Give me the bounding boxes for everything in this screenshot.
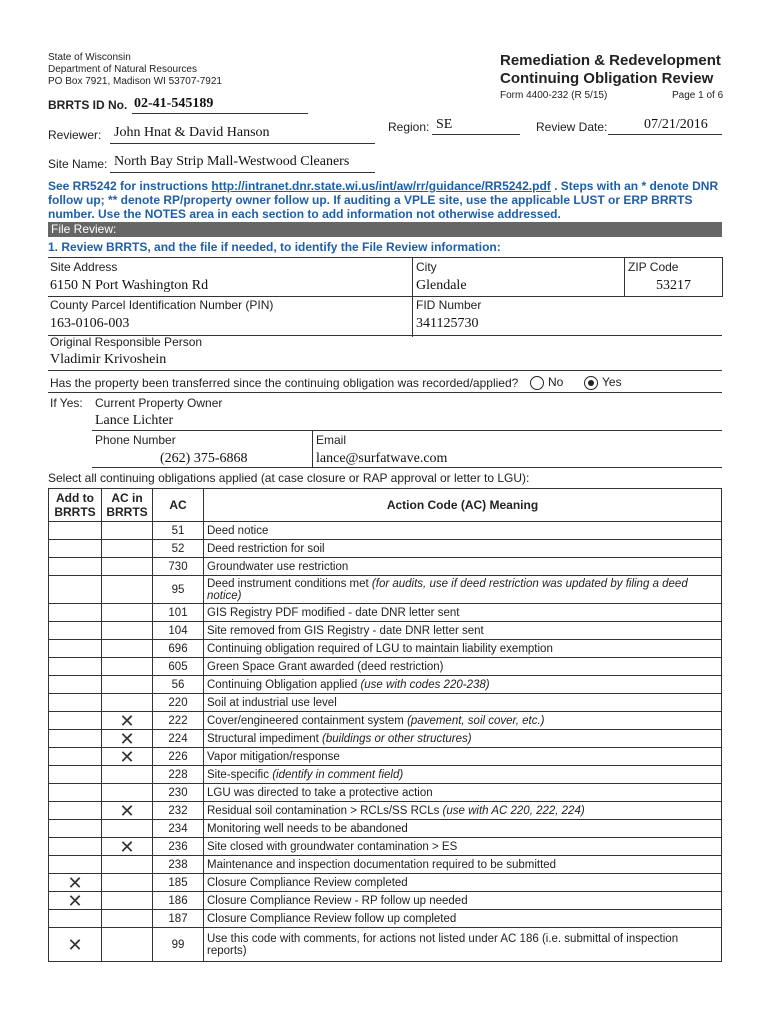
ac-meaning-text: Closure Compliance Review - RP follow up needed xyxy=(207,894,468,907)
table-row xyxy=(49,856,722,874)
ac-meaning-text: Structural impediment xyxy=(207,732,323,745)
page-number: Page 1 of 6 xyxy=(672,90,724,101)
instructions-link[interactable]: http://intranet.dnr.state.wi.us/int/aw/rr/guidance/RR5242.pdf xyxy=(211,179,551,193)
ac-meaning-cell xyxy=(204,856,722,874)
ac-meaning-note: (for audits, use if deed restriction was updated by filing a deed notice) xyxy=(207,577,688,602)
instructions-pre: See RR5242 for instructions xyxy=(48,179,212,193)
table-row xyxy=(49,558,722,576)
table-row xyxy=(49,838,722,856)
pin-label: County Parcel Identification Number (PIN) xyxy=(50,298,274,312)
form-title-line-1: Remediation & Redevelopment xyxy=(500,52,721,69)
agency-line-3: PO Box 7921, Madison WI 53707-7921 xyxy=(48,76,222,87)
add-to-brrts-cell[interactable] xyxy=(49,540,102,558)
ac-in-brrts-cell[interactable] xyxy=(102,784,153,802)
table-row xyxy=(49,676,722,694)
ac-meaning-text: Cover/engineered containment system xyxy=(207,714,408,727)
fid-label: FID Number xyxy=(416,298,482,312)
form-title-line-2: Continuing Obligation Review xyxy=(500,70,714,87)
header-ac-in-brrts: AC in BRRTS xyxy=(102,489,153,522)
ac-code-cell: 220 xyxy=(153,694,204,712)
table-row xyxy=(49,892,722,910)
table-row xyxy=(49,622,722,640)
table-row xyxy=(49,522,722,540)
orp-value[interactable]: Vladimir Krivoshein xyxy=(50,352,167,367)
table-row xyxy=(49,874,722,892)
ac-meaning-note: (use with codes 220-238) xyxy=(360,678,490,691)
ac-meaning-cell xyxy=(204,748,722,766)
site-address-label: Site Address xyxy=(50,260,118,274)
add-to-brrts-cell[interactable]: ✕ xyxy=(49,928,102,962)
ac-in-brrts-cell[interactable]: ✕ xyxy=(102,730,153,748)
zip-label: ZIP Code xyxy=(628,260,679,274)
ac-code-cell: 696 xyxy=(153,640,204,658)
add-to-brrts-cell[interactable] xyxy=(49,784,102,802)
add-to-brrts-cell[interactable] xyxy=(49,522,102,540)
ac-code-cell: 730 xyxy=(153,558,204,576)
site-name-label: Site Name: xyxy=(48,157,108,171)
add-to-brrts-cell[interactable] xyxy=(49,640,102,658)
ac-code-cell: 605 xyxy=(153,658,204,676)
ac-code-cell: 56 xyxy=(153,676,204,694)
transfer-no-label: No xyxy=(548,375,564,389)
ac-meaning-text: Deed notice xyxy=(207,524,269,537)
ac-code-cell: 228 xyxy=(153,766,204,784)
add-to-brrts-cell[interactable] xyxy=(49,576,102,604)
ac-meaning-cell xyxy=(204,658,722,676)
select-instructions: Select all continuing obligations applied (at case closure or RAP approval or letter to LGU): xyxy=(48,471,530,485)
ac-in-brrts-cell[interactable] xyxy=(102,576,153,604)
header-ac: AC xyxy=(153,489,204,522)
ac-in-brrts-cell[interactable]: ✕ xyxy=(102,712,153,730)
add-to-brrts-cell[interactable]: ✕ xyxy=(49,892,102,910)
ac-in-brrts-cell[interactable] xyxy=(102,856,153,874)
ac-in-brrts-cell[interactable] xyxy=(102,558,153,576)
site-name-value[interactable]: North Bay Strip Mall-Westwood Cleaners xyxy=(114,154,350,169)
ac-meaning-text: Deed instrument conditions met xyxy=(207,577,372,590)
email-label: Email xyxy=(316,433,347,447)
owner-value[interactable]: Lance Lichter xyxy=(95,413,174,428)
ac-code-cell: 51 xyxy=(153,522,204,540)
ac-code-cell: 236 xyxy=(153,838,204,856)
radio-yes[interactable] xyxy=(584,376,598,390)
ac-meaning-note: (identify in comment field) xyxy=(272,768,404,781)
table-row xyxy=(49,604,722,622)
ac-meaning-cell xyxy=(204,604,722,622)
ac-in-brrts-cell[interactable] xyxy=(102,874,153,892)
instructions xyxy=(48,179,722,221)
orp-label: Original Responsible Person xyxy=(50,335,203,349)
add-to-brrts-cell[interactable] xyxy=(49,748,102,766)
grid-line-6 xyxy=(92,430,722,431)
transfer-no-option[interactable] xyxy=(530,375,563,390)
ac-in-brrts-cell[interactable]: ✕ xyxy=(102,748,153,766)
ac-code-cell: 185 xyxy=(153,874,204,892)
ac-meaning-text: Use this code with comments, for actions not listed under AC 186 (i.e. submittal of inspection reports) xyxy=(207,932,679,957)
region-value[interactable]: SE xyxy=(436,117,453,132)
ac-meaning-text: Groundwater use restriction xyxy=(207,560,349,573)
brrts-label: BRRTS ID No. xyxy=(48,98,128,112)
ac-code-cell: 104 xyxy=(153,622,204,640)
ac-in-brrts-cell[interactable] xyxy=(102,522,153,540)
agency-line-2: Department of Natural Resources xyxy=(48,64,197,75)
add-to-brrts-cell[interactable] xyxy=(49,712,102,730)
add-to-brrts-cell[interactable] xyxy=(49,838,102,856)
fid-value[interactable]: 341125730 xyxy=(416,316,479,331)
ac-meaning-text: Site-specific xyxy=(207,768,273,781)
add-to-brrts-cell[interactable] xyxy=(49,694,102,712)
ac-meaning-text: Soil at industrial use level xyxy=(207,696,337,709)
add-to-brrts-cell[interactable] xyxy=(49,856,102,874)
action-code-rows xyxy=(49,522,722,962)
pin-value[interactable]: 163-0106-003 xyxy=(50,316,130,331)
ac-meaning-text: Monitoring well needs to be abandoned xyxy=(207,822,408,835)
ac-meaning-note: (pavement, soil cover, etc.) xyxy=(407,714,545,727)
review-date-underline xyxy=(608,134,722,135)
ac-meaning-text: Closure Compliance Review completed xyxy=(207,876,408,889)
ac-meaning-text: Green Space Grant awarded (deed restriction) xyxy=(207,660,444,673)
reviewer-value[interactable]: John Hnat & David Hanson xyxy=(114,125,270,140)
grid-vline-email xyxy=(312,430,313,468)
step-1-heading: 1. Review BRRTS, and the file if needed, to identify the File Review information: xyxy=(48,240,501,254)
ac-meaning-cell xyxy=(204,928,722,962)
add-to-brrts-cell[interactable] xyxy=(49,604,102,622)
city-label: City xyxy=(416,260,437,274)
city-value[interactable]: Glendale xyxy=(416,278,467,293)
ac-meaning-text: GIS Registry PDF modified - date DNR letter sent xyxy=(207,606,460,619)
table-row xyxy=(49,730,722,748)
reviewer-underline xyxy=(110,143,375,144)
instructions-post: . Steps with an * denote DNR follow up; ** denote RP/property owner follow up. If auditing a VPLE site, use the applicable LUST or ERP BRRTS number. Use the NOTES area in each section to add information not otherwise addressed. xyxy=(48,179,719,221)
add-to-brrts-cell[interactable] xyxy=(49,658,102,676)
add-to-brrts-cell[interactable] xyxy=(49,730,102,748)
table-row xyxy=(49,576,722,604)
ac-code-cell: 52 xyxy=(153,540,204,558)
grid-line-2 xyxy=(48,296,722,297)
ac-in-brrts-cell[interactable] xyxy=(102,640,153,658)
ac-meaning-cell xyxy=(204,784,722,802)
ac-code-cell: 99 xyxy=(153,928,204,962)
header-add-to-brrts: Add to BRRTS xyxy=(49,489,102,522)
ac-code-cell: 232 xyxy=(153,802,204,820)
review-date-value[interactable]: 07/21/2016 xyxy=(644,117,708,132)
table-row xyxy=(49,712,722,730)
zip-value[interactable]: 53217 xyxy=(656,278,691,293)
ac-in-brrts-cell[interactable]: ✕ xyxy=(102,838,153,856)
ac-code-cell: 226 xyxy=(153,748,204,766)
if-yes-label: If Yes: xyxy=(50,396,83,410)
table-row xyxy=(49,540,722,558)
ac-meaning-text: Site closed with groundwater contamination > ES xyxy=(207,840,458,853)
agency-block xyxy=(48,52,222,88)
ac-meaning-cell xyxy=(204,522,722,540)
ac-code-cell: 234 xyxy=(153,820,204,838)
ac-meaning-text: Vapor mitigation/response xyxy=(207,750,340,763)
region-underline xyxy=(432,134,520,135)
owner-label: Current Property Owner xyxy=(95,396,223,410)
ac-meaning-cell xyxy=(204,730,722,748)
radio-no[interactable] xyxy=(530,376,544,390)
table-row xyxy=(49,928,722,962)
ac-code-cell: 186 xyxy=(153,892,204,910)
table-row xyxy=(49,658,722,676)
ac-code-cell: 101 xyxy=(153,604,204,622)
grid-vline-right xyxy=(722,257,723,297)
email-value[interactable]: lance@surfatwave.com xyxy=(316,451,448,466)
ac-meaning-cell xyxy=(204,640,722,658)
add-to-brrts-cell[interactable] xyxy=(49,558,102,576)
brrts-value[interactable]: 02-41-545189 xyxy=(134,96,214,111)
table-row xyxy=(49,640,722,658)
brrts-underline xyxy=(132,113,308,114)
table-row xyxy=(49,820,722,838)
table-row xyxy=(49,802,722,820)
ac-meaning-text: Continuing Obligation applied xyxy=(207,678,361,691)
ac-meaning-text: Maintenance and inspection documentation required to be submitted xyxy=(207,858,557,871)
ac-meaning-cell xyxy=(204,874,722,892)
ac-meaning-cell xyxy=(204,892,722,910)
ac-meaning-cell xyxy=(204,802,722,820)
header-ac-meaning: Action Code (AC) Meaning xyxy=(204,489,722,522)
ac-in-brrts-cell[interactable] xyxy=(102,928,153,962)
ac-in-brrts-cell[interactable]: ✕ xyxy=(102,802,153,820)
ac-meaning-cell xyxy=(204,622,722,640)
ac-code-cell: 238 xyxy=(153,856,204,874)
ac-code-cell: 222 xyxy=(153,712,204,730)
ac-meaning-cell xyxy=(204,820,722,838)
ac-in-brrts-cell[interactable] xyxy=(102,658,153,676)
phone-value[interactable]: (262) 375-6868 xyxy=(160,451,248,466)
agency-line-1: State of Wisconsin xyxy=(48,52,131,63)
ac-meaning-note: (buildings or other structures) xyxy=(322,732,472,745)
grid-line-4 xyxy=(48,370,722,371)
table-row xyxy=(49,910,722,928)
add-to-brrts-cell[interactable] xyxy=(49,820,102,838)
table-row xyxy=(49,784,722,802)
ac-in-brrts-cell[interactable] xyxy=(102,622,153,640)
ac-meaning-cell xyxy=(204,558,722,576)
ac-meaning-text: Deed restriction for soil xyxy=(207,542,325,555)
region-label: Region: xyxy=(388,120,430,134)
grid-line-7 xyxy=(92,467,722,468)
transfer-yes-option[interactable] xyxy=(584,375,622,390)
ac-meaning-cell xyxy=(204,766,722,784)
table-header-row xyxy=(49,489,722,522)
ac-meaning-text: Residual soil contamination > RCLs/SS RCLs xyxy=(207,804,443,817)
form-title xyxy=(500,52,721,88)
table-row xyxy=(49,694,722,712)
transfer-question: Has the property been transferred since the continuing obligation was recorded/applied? xyxy=(50,376,519,390)
ac-in-brrts-cell[interactable] xyxy=(102,694,153,712)
ac-meaning-cell xyxy=(204,576,722,604)
ac-meaning-note: (use with AC 220, 222, 224) xyxy=(442,804,585,817)
ac-code-cell: 187 xyxy=(153,910,204,928)
phone-label: Phone Number xyxy=(95,433,176,447)
table-row xyxy=(49,766,722,784)
add-to-brrts-cell[interactable] xyxy=(49,676,102,694)
add-to-brrts-cell[interactable] xyxy=(49,622,102,640)
add-to-brrts-cell[interactable] xyxy=(49,766,102,784)
ac-in-brrts-cell[interactable] xyxy=(102,910,153,928)
ac-in-brrts-cell[interactable] xyxy=(102,540,153,558)
add-to-brrts-cell[interactable] xyxy=(49,910,102,928)
ac-code-cell: 224 xyxy=(153,730,204,748)
review-date-label: Review Date: xyxy=(536,120,608,134)
grid-line-5 xyxy=(48,392,722,393)
grid-top-line xyxy=(48,257,722,258)
grid-vline-zip xyxy=(624,257,625,297)
ac-code-cell: 230 xyxy=(153,784,204,802)
ac-meaning-cell xyxy=(204,676,722,694)
ac-meaning-cell xyxy=(204,910,722,928)
ac-code-cell: 95 xyxy=(153,576,204,604)
ac-meaning-cell xyxy=(204,540,722,558)
site-address-value[interactable]: 6150 N Port Washington Rd xyxy=(50,278,209,293)
action-code-table xyxy=(48,488,722,962)
ac-in-brrts-cell[interactable] xyxy=(102,892,153,910)
ac-meaning-cell xyxy=(204,838,722,856)
add-to-brrts-cell[interactable] xyxy=(49,802,102,820)
ac-in-brrts-cell[interactable] xyxy=(102,676,153,694)
grid-vline-city xyxy=(412,257,413,337)
ac-meaning-text: Closure Compliance Review follow up completed xyxy=(207,912,457,925)
table-row xyxy=(49,748,722,766)
ac-in-brrts-cell[interactable] xyxy=(102,820,153,838)
ac-in-brrts-cell[interactable] xyxy=(102,766,153,784)
ac-meaning-cell xyxy=(204,712,722,730)
form-number: Form 4400-232 (R 5/15) xyxy=(500,90,608,101)
add-to-brrts-cell[interactable]: ✕ xyxy=(49,874,102,892)
ac-meaning-text: Site removed from GIS Registry - date DNR letter sent xyxy=(207,624,484,637)
ac-meaning-text: LGU was directed to take a protective action xyxy=(207,786,433,799)
file-review-bar: File Review: xyxy=(48,222,722,237)
ac-meaning-cell xyxy=(204,694,722,712)
ac-meaning-text: Continuing obligation required of LGU to maintain liability exemption xyxy=(207,642,553,655)
reviewer-label: Reviewer: xyxy=(48,128,102,142)
transfer-yes-label: Yes xyxy=(602,375,622,389)
ac-in-brrts-cell[interactable] xyxy=(102,604,153,622)
site-name-underline xyxy=(110,172,375,173)
